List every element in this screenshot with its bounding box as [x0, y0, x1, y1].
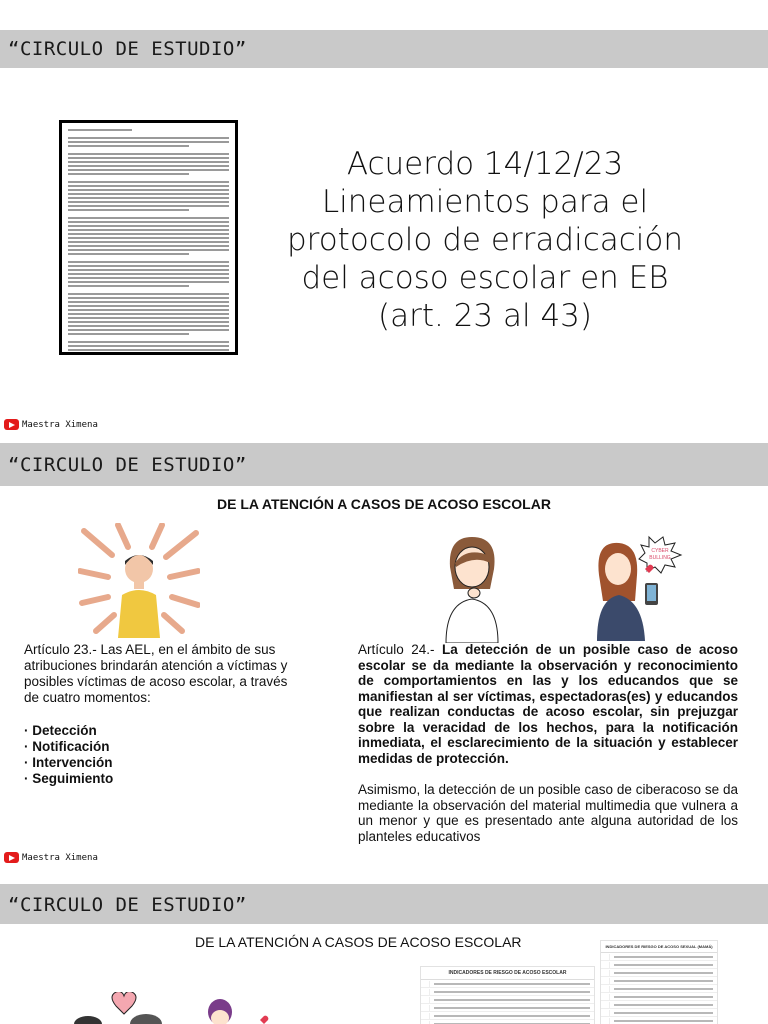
table-title: INDICADORES DE RIESGO DE ACOSO ESCOLAR — [421, 967, 594, 980]
document-text-line — [68, 341, 229, 343]
title-line: (art. 23 al 43) — [377, 298, 592, 334]
table-cell — [614, 972, 713, 974]
document-text-line — [68, 157, 229, 159]
document-text-line — [68, 205, 229, 207]
table-cell — [601, 962, 610, 968]
document-text-line — [68, 161, 229, 163]
table-title: INDICADORES DE RIESGO DE ACOSO SEXUAL (MAMÁ) — [601, 941, 717, 953]
thinking-girl-illustration — [440, 533, 504, 643]
table-cell — [421, 1013, 430, 1019]
watermark-text: Maestra Ximena — [22, 419, 98, 430]
article-24-para-1 — [358, 642, 738, 766]
document-text-line — [68, 141, 229, 143]
document-text-line — [68, 317, 229, 319]
document-text-line — [68, 249, 229, 251]
article-24-para-2: Asimismo, la detección de un posible caso de ciberacoso se da mediante la observación del material multimedia que vulnera a un menor y que es presentado ante alguna autoridad de los planteles educativos — [358, 782, 738, 844]
table-row — [601, 953, 717, 961]
title-line: Acuerdo 14/12/23 — [346, 146, 624, 182]
table-cell — [614, 980, 713, 982]
document-text-line — [68, 233, 229, 235]
slide-header-title: “CIRCULO DE ESTUDIO” — [8, 454, 247, 476]
document-text-line — [68, 293, 229, 295]
cyberbullying-illustration — [583, 535, 688, 641]
slide-header-title: “CIRCULO DE ESTUDIO” — [8, 894, 247, 916]
title-line: del acoso escolar en EB — [301, 260, 669, 296]
article-24-lead: Artículo 24.- — [358, 642, 442, 657]
heart-people-illustration — [70, 992, 270, 1024]
table-cell — [421, 1005, 430, 1011]
document-text-line — [68, 209, 189, 211]
document-text-line — [68, 309, 229, 311]
table-cell — [614, 988, 713, 990]
slide-header-title: “CIRCULO DE ESTUDIO” — [8, 38, 247, 60]
table-row — [601, 1009, 717, 1017]
document-text-line — [68, 201, 229, 203]
document-text-line — [68, 241, 229, 243]
table-cell — [614, 964, 713, 966]
watermark-text: Maestra Ximena — [22, 852, 98, 863]
cyberbullying-sticker-line: BULLING — [649, 555, 671, 561]
youtube-watermark — [4, 419, 98, 430]
document-text-line — [68, 269, 229, 271]
risk-indicators-table-thumbnail — [420, 966, 595, 1024]
document-text-line — [68, 185, 229, 187]
document-text-line — [68, 165, 229, 167]
document-text-line — [68, 129, 132, 131]
table-cell — [601, 970, 610, 976]
document-text-line — [68, 285, 189, 287]
table-cell — [614, 996, 713, 998]
table-row — [601, 969, 717, 977]
document-text-line — [68, 197, 229, 199]
moment-item: · Seguimiento — [24, 771, 114, 786]
document-text-line — [68, 145, 189, 147]
table-cell — [614, 1020, 713, 1022]
document-text-line — [68, 217, 229, 219]
table-row — [421, 1020, 594, 1024]
article-24-bold-text: La detección de un posible caso de acoso escolar se da mediante la observación y reconocimiento de comportamientos en las y los educandos que se manifiestan al ser víctimas, espectadoras(es) y educandos que realizan conductas de acoso escolar, sin prejuzgar sobre la veracidad de los hechos, para la notificación inmediata, el esclarecimiento de la situación y establecer medidas de protección. — [358, 642, 738, 766]
article-23 — [24, 642, 294, 787]
youtube-watermark — [4, 852, 98, 863]
sexual-risk-indicators-table-thumbnail — [600, 940, 718, 1024]
document-text-line — [68, 245, 229, 247]
document-text-line — [68, 265, 229, 267]
table-cell — [614, 1012, 713, 1014]
document-text-line — [68, 321, 229, 323]
table-row — [421, 980, 594, 988]
table-row — [601, 985, 717, 993]
table-cell — [601, 1018, 610, 1024]
document-text-line — [68, 305, 229, 307]
table-cell — [601, 954, 610, 960]
document-text-line — [68, 221, 229, 223]
document-text-line — [68, 173, 189, 175]
table-cell — [421, 997, 430, 1003]
table-cell — [601, 1002, 610, 1008]
table-cell — [601, 1010, 610, 1016]
table-row — [421, 1004, 594, 1012]
document-text-line — [68, 349, 229, 351]
document-text-line — [68, 229, 229, 231]
table-cell — [601, 994, 610, 1000]
document-text-line — [68, 345, 229, 347]
document-text-line — [68, 281, 229, 283]
document-text-line — [68, 181, 229, 183]
table-cell — [421, 989, 430, 995]
document-text-line — [68, 325, 229, 327]
document-text-line — [68, 277, 229, 279]
table-row — [421, 988, 594, 996]
document-text-line — [68, 297, 229, 299]
document-text-line — [68, 225, 229, 227]
article-23-text: Artículo 23.- Las AEL, en el ámbito de sus atribuciones brindarán atención a víctimas y posibles víctimas de acoso escolar, a través de cuatro momentos: — [24, 642, 288, 705]
table-cell — [421, 981, 430, 987]
table-row — [601, 977, 717, 985]
table-row — [601, 1001, 717, 1009]
table-row — [601, 1017, 717, 1024]
title-line: protocolo de erradicación — [286, 222, 684, 258]
moment-item: · Intervención — [24, 755, 113, 770]
table-row — [601, 993, 717, 1001]
document-text-line — [68, 189, 229, 191]
moment-item: · Detección — [24, 723, 97, 738]
document-text-line — [68, 333, 189, 335]
document-text-line — [68, 329, 229, 331]
slide-3 — [0, 884, 768, 1024]
section-title: DE LA ATENCIÓN A CASOS DE ACOSO ESCOLAR — [195, 934, 522, 950]
cyberbullying-sticker-line: CYBER — [651, 548, 669, 554]
youtube-icon — [4, 419, 19, 430]
document-text-line — [68, 261, 229, 263]
slide-1 — [0, 0, 768, 440]
document-thumbnail — [59, 120, 238, 355]
table-row — [601, 961, 717, 969]
table-cell — [601, 978, 610, 984]
slide-2 — [0, 443, 768, 881]
document-text-line — [68, 137, 229, 139]
table-cell — [434, 991, 590, 993]
youtube-icon — [4, 852, 19, 863]
table-cell — [434, 983, 590, 985]
table-cell — [614, 956, 713, 958]
document-text-line — [68, 237, 229, 239]
document-text-line — [68, 253, 189, 255]
table-cell — [434, 1015, 590, 1017]
table-cell — [601, 986, 610, 992]
moment-item: · Notificación — [24, 739, 110, 754]
table-row — [421, 1012, 594, 1020]
table-cell — [434, 1007, 590, 1009]
document-text-line — [68, 193, 229, 195]
document-text-line — [68, 313, 229, 315]
table-cell — [614, 1004, 713, 1006]
slide-title — [270, 145, 700, 335]
moments-list — [24, 723, 294, 787]
document-text-line — [68, 353, 229, 355]
table-cell — [434, 999, 590, 1001]
document-text-line — [68, 301, 229, 303]
document-text-line — [68, 273, 229, 275]
table-cell — [421, 1021, 430, 1024]
pointing-hands-illustration — [78, 523, 200, 638]
table-row — [421, 996, 594, 1004]
title-line: Lineamientos para el — [321, 184, 649, 220]
section-title: DE LA ATENCIÓN A CASOS DE ACOSO ESCOLAR — [217, 496, 551, 512]
document-text-line — [68, 169, 229, 171]
article-24 — [358, 642, 738, 844]
document-text-line — [68, 153, 229, 155]
